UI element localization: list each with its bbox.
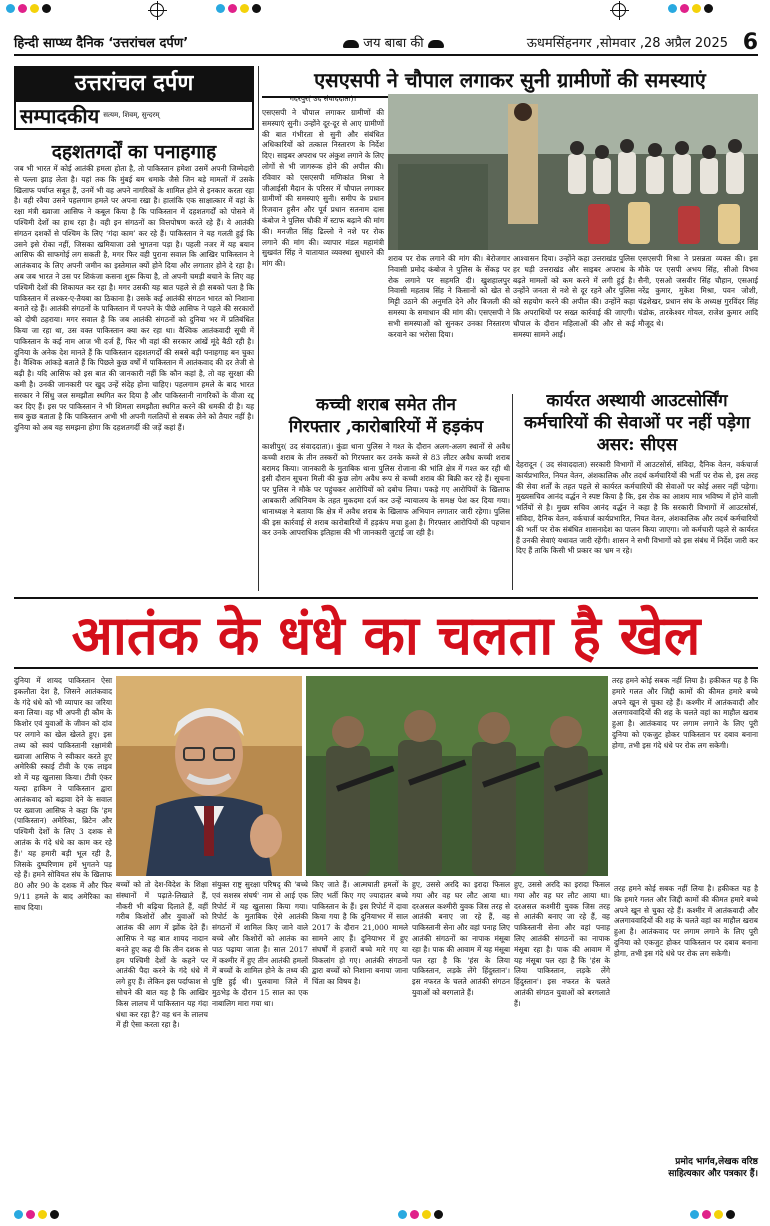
main-story-column-4: एसएसपी मिश्रा ने प्रसन्नता व्यक्त की। इस मौके पर एसपी अभय सिंह, सीओ विभव सैनी, एसओ जसवीर सिंह चौहान, एसआई नरेंद्र कुमार, मुकेश मिश्रा, पवन जोशी, चंद्रशेखर, प्रधान संघ के अध्यक्ष गुरविंदर सिंह चंडोक, तारकेश्वर गोयल, राजेश कुमार आदि मौजूद थे। (638, 254, 758, 328)
defence-minister-photo (116, 676, 302, 876)
liquor-story-headline-line-1: कच्ची शराब समेत तीन (316, 395, 456, 415)
color-registration-dots-top-left (6, 4, 51, 13)
militants-photo (306, 676, 608, 876)
column-divider (512, 394, 513, 590)
editorial-body: जब भी भारत में कोई आतंकी हमला होता है, तो पाकिस्तान हमेशा उसमें अपनी जिम्मेदारी से पल्ला झाड़ लेता है। यहां तक कि मुंबई बम धमाके जैसे जिन बड़े मामलों में उसके खिलाफ पर्याप्त सबूत हैं, उनमें भी वह अपने नागरिकों के शामिल होने से इनकार करता रहा है। वही रवैया उसने पहलगाम हमले पर अपना रखा है। हालांकि एक साक्षात्कार में वहां के रक्षा मंत्री ख्वाजा आसिफ ने कबूल किया है कि पाकिस्तान में दहशतगर्दों को पोसने में पश्चिमी देशों का हाथ रहा है। वही इन संगठनों का वित्तपोषण करते रहे हैं। ये आतंकी संगठन दशकों से पश्चिम के लिए ‘गंदा काम’ कर रहे हैं। पाकिस्तान ने यह गलती हुई कि उसने इसे रोका नहीं, जिसका खमियाजा उसे भुगतना पड़ा है। पहली नजर में यह बयान आसिफ की साफगोई लग सकती है, मगर फिर वही पुराना सवाल कि आखिर पाकिस्तान ने आतंकवाद के लिए अपनी जमीन का इस्तेमाल क्यों होने दिया और लगातार होने दे रहा है। अब जब भारत ने उस पर शिकंजा कसना शुरू किया है, तो अपनी चमड़ी बचाने के लिए वह पश्चिमी देशों की शिकायत कर रहा है। मगर उसकी यह बात पहले से ही सबको पता है कि पाकिस्तान में लश्कर-ए-तैयबा का ठिकाना है। उसके कई आतंकी संगठन भारत को निशाना बनाते रहे हैं। आतंकी संगठनों के पाकिस्तान में पनपने के पीछे आसिफ ने पहले की सरकारों को दोषी ठहराया। मगर सवाल है कि जब आतंकी संगठनों को दुनिया भर में प्रतिबंधित किया जा रहा था, उस वक्त पाकिस्तान क्या कर रहा था। वैश्विक आतंकवादी सूची में पाकिस्तान के कई नाम आज भी दर्ज हैं, फिर भी वहां की सरकार आंखें मूंदे बैठी रही है। दुनिया के अनेक देश मानते हैं कि पाकिस्तान दहशतगर्दों की सबसे बड़ी पनाहगाह बन चुका है। वैश्विक आंकड़े बताते हैं कि पिछले कुछ वर्षों में पाकिस्तान में आतंकवाद की दर तेजी से बढ़ी है। यदि आसिफ को इस बात की जानकारी नहीं कि कौन कहां है, तो वह सुरक्षा की कमी है। उनकी जानकारी पर खुद उन्हें संदेह होना चाहिए। पहलगाम हमले के बाद भारत सरकार ने सिंधु जल समझौता स्थगित कर दिया है और पाकिस्तानी नागरिकों के वीजा रद्द कर दिए हैं। इस पर पाकिस्तान ने भी शिमला समझौता स्थगित करने की धमकी दी है। यह सब कुछ बताता है कि पाकिस्तान अभी भी अपनी गलतियों से सबक लेने को तैयार नहीं है। दुनिया को अब यह समझना होगा कि दहशतगर्दी की जड़ें कहां हैं। (14, 164, 254, 433)
main-story-headline: एसएसपी ने चौपाल लगाकर सुनी ग्रामीणों की समस्याएं (262, 66, 758, 98)
column-divider (258, 66, 259, 591)
editorial-masthead (14, 66, 254, 130)
masthead (14, 30, 758, 56)
place-date: ऊधमसिंहनगर ,सोमवार ,28 अप्रैल 2025 (526, 36, 728, 51)
liquor-story-body: काशीपुर( उद संवाददाता)। कुंडा थाना पुलिस ने गश्त के दौरान अलग-अलग स्थानों से अवैध कच्ची शराब के तीन तस्करों को गिरफ्तार कर उनके कब्जे से 83 लीटर अवैध कच्ची शराब बरामद किया। जानकारी के मुताबिक थाना पुलिस रोजाना की भांति क्षेत्र में गश्त कर रही थी इसी दौरान सूचना मिली की कुछ लोग अवैध रूप से कच्ची शराब की बिक्री कर रहे हैं। सूचना पर पुलिस ने मौके पर पहुंचकर आरोपियों को दबोच लिया। पकड़े गए आरोपियों के खिलाफ आबकारी अधिनियम के तहत मुकदमा दर्ज कर उन्हें न्यायालय के समक्ष पेश कर दिया गया। थानाध्यक्ष ने बताया कि क्षेत्र में अवैध शराब के खिलाफ अभियान लगातार जारी रहेगा। पुलिस की इस कार्रवाई से शराब कारोबारियों में हड़कंप मचा हुआ है। गिरफ्तार आरोपियों की पहचान कर उनके आपराधिक इतिहास की भी जानकारी जुटाई जा रही है। (262, 442, 510, 538)
paper-name: हिन्दी साप्ध्य दैनिक ‘उत्तरांचल दर्पण’ (14, 36, 189, 51)
feature-column-4: किए जाते हैं। आत्मघाती हमलों के लिए भर्ती किए गए ज्यादातर बच्चे पाकिस्तान के हैं। इस रिपोर्ट में दावा किया गया है कि दुनियाभर में साल 2017 के दौरान 21,000 मामले सामने आए हैं। दुनियाभर में हुए संघर्षों में हजारों बच्चे मारे गए या विकलांग हो गए। आतंकी संगठनों द्वारा बच्चों को निशाना बनाया जाना चिंता का विषय है। (312, 880, 408, 987)
outsourcing-story-headline: कार्यरत अस्थायी आउटसोर्सिंग कर्मचारियों की सेवाओं पर नहीं पड़ेगा असर: सीएस (523, 391, 750, 455)
main-story-column-2: शराब पर रोक लगाने की मांग की। बेरोजगार निवासी प्रमोद कंबोज ने पुलिस के सेंकड़ पर रोक लगाने पर सहमति दी। खुशहालपुर निवासी महताब सिंह ने किसानों को खेत से मिट्टी उठाने की अनुमति देने और बिजली की समस्या के समाधान की मांग की। एसएसपी ने सभी समस्याओं को सुनकर उनका निस्तारण करवाने का भरोसा दिया। (388, 254, 510, 339)
lamp-icon (343, 40, 359, 48)
feature-banner-headline: आतंक के धंधे का चलता है खेल (14, 597, 758, 669)
outsourcing-story-body: देहरादून ( उद संवाददाता) सरकारी विभागों में आउटसोर्स, संविदा, दैनिक वेतन, वर्कचार्ज कार्यप्रभारित, नियत वेतन, अंशकालिक और तदर्थ कर्मचारियों की भर्ती पर रोक से, इस तरह की सेवा शर्तों के तहत पहले से कार्यरत कर्मचारियों की सेवाओं पर कोई असर नहीं पड़ेगा। मुख्यसचिव आनंद वर्द्धन ने स्पष्ट किया है कि, इस रोक का आशय मात्र भविष्य में होने वाली भर्तियों से है। मुख्य सचिव आनंद वर्द्धन ने कहा है कि सरकारी विभागों में आउटसोर्स, संविदा, दैनिक वेतन, वर्कचार्ज कार्यप्रभारित, नियत वेतन, अंशकालिक और तदर्थ कर्मचारियों की भर्ती पर रोक संबंधित शासनादेश का पालन किया जाएगा। जो कर्मचारी पहले से कार्यरत हैं उनकी सेवाएं यथावत जारी रहेंगी। शासन ने सभी विभागों को इस संबंध में निर्देश जारी कर दिए हैं ताकि किसी भी प्रकार का भ्रम न रहे। (516, 460, 758, 556)
byline-line-1: प्रमोद भार्गव,लेखक वरिष्ठ (675, 1157, 758, 1167)
feature-column-5b: हुए, उससे अरदि का इरादा फिसल गया और वह घर लौट आया था। दरअसल कश्मीरी युवक जिस तरह से आतंकी बनाए जा रहे हैं, वह पाकिस्तानी सेना और वहां पनाह लिए आतंकी संगठनों का नापाक मंसूबा रहा है। पाक की आवाम में यह मंसूबा पल रहा है कि 'हंस के लिया पाकिस्तान, लड़के लेंगे हिंदुस्तान'। इस नफरत के चलते आतंकी संगठन युवाओं को बरगलाते हैं। (514, 880, 610, 1008)
editorial-subtitle: सम्पादकीय (20, 103, 100, 128)
feature-column-6b: तरह हमने कोई सबक नहीं लिया है। हकीकत यह है कि हमारे गलत और जिद्दी कामों की कीमत हमारे बच्चे अपने खून से चुका रहे हैं। कश्मीर में आतंकवादी और अलगाववादियों की शह के चलते वहां का माहौल खराब हुआ है। आतंकवाद पर लगाम लगाने के लिए पूरी दुनिया को एकजुट होकर पाकिस्तान पर दबाव बनाना होगा, तभी इस गंदे धंधे पर रोक लग सकेगी। (614, 884, 758, 958)
registration-mark-icon (150, 3, 164, 17)
main-story-column-1: एसएसपी ने चौपाल लगाकर ग्रामीणों की समस्याएं सुनी। उन्होंने दूर-दूर से आए ग्रामीणों की बात गंभीरता से सुनी और संबंधित अधिकारियों को तत्काल निस्तारण के निर्देश दिए। साइबर अपराध पर अंकुश लगाने के लिए लोगों से भी जागरूक होने की अपील की। रविवार को एसएसपी मणिकांत मिश्रा ने जीआईसी मैदान के परिसर में चौपाल लगाकर ग्रामीणों की समस्याएं सुनी। समीप के प्रधान रिजवान हुसैन और पूर्व प्रधान सतनाम दास कंबोज ने पुलिस चौकी में स्टाफ बढ़ाने की मांग की। मनजीत सिंह ढिल्लो ने नशे पर रोक लगाने की मांग की। व्यापार मंडल महामंत्री सुखवंत सिंह ने यातायात व्यवस्था सुधारने की मांग की। (262, 108, 384, 269)
feature-column-2: बच्चों को तो देश-विदेश के शिक्षा संस्थानों में पढ़ाते-लिखाते हैं, नौकरी भी बढ़िया दिलाते हैं, वहीं गरीब किशोरों और युवाओं को आतंक की आग में झोंक देते हैं। आसिफ ने यह बात शायद नादान बनते हुए कह दी कि तीन दशक से हम पश्चिमी देशों के कहने पर आतंकी पैदा करने के गंदे धंधे में लगे हुए हैं। लेकिन इस पर्दाफाश से सोचने की बात यह है कि आखिर किस लालच में पाकिस्तान यह गंदा धंधा कर रहा है? वह धन के लालच में ही ऐसा करता रहा है। (116, 880, 208, 1030)
color-registration-dots-bottom-center (398, 1210, 443, 1219)
color-registration-dots-bottom-left (14, 1210, 59, 1219)
editorial-headline: दहशतगर्दों का पनाहगाह (51, 141, 217, 163)
byline-line-2: साहित्यकार और पत्रकार हैं। (668, 1169, 758, 1179)
registration-mark-icon (612, 3, 626, 17)
feature-column-5: हुए, उससे अरदि का इरादा फिसल गया और वह घर लौट आया था। दरअसल कश्मीरी युवक जिस तरह से आतंकी बनाए जा रहे हैं, वह पाकिस्तानी सेना और वहां पनाह लिए आतंकी संगठनों का नापाक मंसूबा रहा है। पाक की आवाम में यह मंसूबा पल रहा है कि 'हंस के लिया पाकिस्तान, लड़के लेंगे हिंदुस्तान'। इस नफरत के चलते आतंकी संगठन युवाओं को बरगलाते हैं। (412, 880, 510, 997)
main-story-column-3: आश्वासन दिया। उन्होंने कहा उत्तराखंड पुलिस हर घड़ी उत्तराखंड और साइबर अपराध के बढ़ते मामलों को कम करने में लगी हुई है। उन्होंने जनता से नशे से दूर रहने और पुलिस को सहयोग करने की अपील की। उन्होंने कहा कि अपराधियों पर सख्त कार्रवाई की जाएगी। चौपाल के दौरान महिलाओं की और से कई समस्या सामने आईं। (513, 254, 635, 339)
feature-column-1: दुनिया में शायद पाकिस्तान ऐसा इकलौता देश है, जिसने आतंकवाद के गंदे धंधे को भी व्यापार का जरिया बना लिया। वह भी अपनी ही कौम के किशोर एवं युवाओं के जीवन को दांव पर लगाने का खेल खेलते हुए। इस तथ्य को स्वयं पाकिस्तानी रक्षामंत्री ख्वाजा आसिफ ने स्वीकार करते हुए अमेरिकी स्काई टीवी के एक लाइव शो में यह खुलासा किया। टीवी एंकर यल्दा हाकिम ने पाकिस्तान द्वारा आतंकवाद को बढ़ावा देने के सवाल पर ख्वाजा आसिफ ने कहा कि 'हम (पाकिस्तान) अमेरिका, ब्रिटेन और पश्चिमी देशों के लिए 3 दशक से आतंक के गंदे धंधे का काम कर रहे हैं।' यह हमारी बड़ी भूल रही है, जिसके दुष्परिणाम हमें भुगतने पड़ रहे हैं। हमने सोवियत संघ के खिलाफ 80 और 90 के दशक में और फिर 9/11 हमले के बाद अमेरिका का साथ दिया। (14, 676, 112, 912)
editorial-title: उत्तरांचल दर्पण (14, 66, 254, 100)
page-number: 6 (742, 29, 758, 55)
feature-column-3: संयुक्त राष्ट्र सुरक्षा परिषद् की 'बच्चे एवं सशस्त्र संघर्ष' नाम से आई एक रिपोर्ट में यह खुलासा किया गया। रिपोर्ट के मुताबिक ऐसे आतंकी संगठनों में शामिल किए जाने वाले बच्चे और किशोरों को आतंक का पाठ पढ़ाया जाता है। साल 2017 में कश्मीर में हुए तीन आतंकी हमलों में बच्चों के शामिल होने के तथ्य की पुष्टि हुई थी। पुलवामा जिले में मुठभेड़ के दौरान 15 साल का एक नाबालिग मारा गया था। (212, 880, 308, 1008)
editorial-tagline: सत्यम, शिवम्, सुन्दरम् (103, 110, 160, 119)
author-byline (616, 1156, 758, 1180)
slogan: जय बाबा की (284, 33, 503, 51)
color-registration-dots-top-center (216, 4, 261, 13)
lamp-icon (428, 40, 444, 48)
chaupal-photo (388, 94, 758, 250)
color-registration-dots-top-right (668, 4, 713, 13)
main-story-dateline: गदरपुर( उद संवाददाता)। (289, 94, 357, 103)
color-registration-dots-bottom-right (690, 1210, 735, 1219)
liquor-story-headline-line-2: गिरफ्तार ,कारोबारियों में हड़कंप (288, 417, 484, 437)
feature-column-6: तरह हमने कोई सबक नहीं लिया है। हकीकत यह है कि हमारे गलत और जिद्दी कामों की कीमत हमारे बच्चे अपने खून से चुका रहे हैं। कश्मीर में आतंकवादी और अलगाववादियों की शह के चलते वहां का माहौल खराब हुआ है। आतंकवाद पर लगाम लगाने के लिए पूरी दुनिया को एकजुट होकर पाकिस्तान पर दबाव बनाना होगा, तभी इस गंदे धंधे पर रोक लग सकेगी। (612, 676, 758, 750)
